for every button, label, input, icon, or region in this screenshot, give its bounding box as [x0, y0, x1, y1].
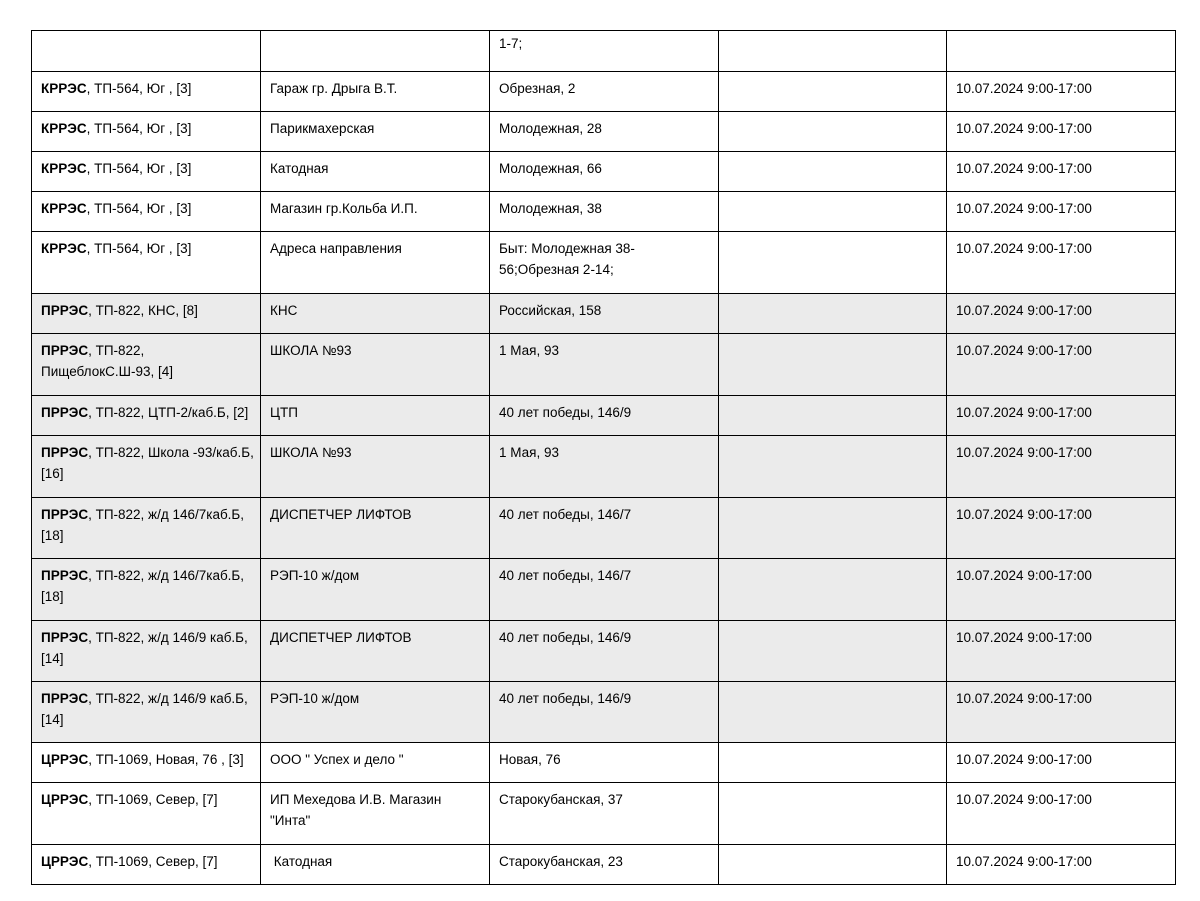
cell-address: 1 Мая, 93: [490, 436, 719, 498]
substation-label: , ТП-822, Школа -93/каб.Б, [16]: [41, 445, 254, 481]
cell-note: [719, 72, 947, 112]
table-row: [32, 621, 1176, 682]
cell-address: Молодежная, 66: [490, 152, 719, 192]
rayon-label: КРРЭС: [41, 161, 87, 176]
cell-location: [32, 152, 261, 192]
cell-note: [719, 436, 947, 498]
cell-address: 40 лет победы, 146/7: [490, 498, 719, 559]
substation-label: , ТП-822, ж/д 146/7каб.Б, [18]: [41, 507, 245, 543]
cell-note: [719, 682, 947, 743]
substation-label: , ТП-1069, Север, [7]: [88, 854, 218, 869]
cell-time: 10.07.2024 9:00-17:00: [947, 845, 1176, 885]
cell-consumer: Магазин гр.Кольба И.П.: [261, 192, 490, 232]
cell-location: [32, 31, 261, 72]
rayon-label: ПРРЭС: [41, 630, 89, 645]
table-row: [32, 498, 1176, 559]
cell-note: [719, 112, 947, 152]
cell-consumer: Гараж гр. Дрыга В.Т.: [261, 72, 490, 112]
cell-time: 10.07.2024 9:00-17:00: [947, 783, 1176, 845]
cell-note: [719, 396, 947, 436]
rayon-label: ЦРРЭС: [41, 854, 89, 869]
table-row: [32, 294, 1176, 334]
cell-address: Быт: Молодежная 38-56;Обрезная 2-14;: [490, 232, 719, 294]
cell-note: [719, 559, 947, 621]
rayon-label: КРРЭС: [41, 201, 87, 216]
rayon-label: ПРРЭС: [41, 445, 89, 460]
rayon-label: ЦРРЭС: [41, 752, 89, 767]
table-row: [32, 845, 1176, 885]
cell-consumer: ШКОЛА №93: [261, 436, 490, 498]
table-row: [32, 192, 1176, 232]
substation-label: , ТП-564, Юг , [3]: [86, 81, 192, 96]
cell-location: [32, 559, 261, 621]
cell-consumer: ДИСПЕТЧЕР ЛИФТОВ: [261, 498, 490, 559]
cell-location: [32, 294, 261, 334]
cell-time: 10.07.2024 9:00-17:00: [947, 232, 1176, 294]
cell-time: 10.07.2024 9:00-17:00: [947, 334, 1176, 396]
cell-address: Старокубанская, 37: [490, 783, 719, 845]
outage-table: [31, 30, 1176, 885]
cell-address: Российская, 158: [490, 294, 719, 334]
substation-label: , ТП-822, ж/д 146/7каб.Б, [18]: [41, 568, 245, 604]
cell-address: Старокубанская, 23: [490, 845, 719, 885]
table-row: [32, 334, 1176, 396]
cell-location: [32, 743, 261, 783]
cell-time: [947, 31, 1176, 72]
cell-consumer: ЦТП: [261, 396, 490, 436]
rayon-label: ЦРРЭС: [41, 792, 89, 807]
rayon-label: КРРЭС: [41, 81, 87, 96]
rayon-label: ПРРЭС: [41, 303, 89, 318]
cell-location: [32, 192, 261, 232]
cell-note: [719, 783, 947, 845]
substation-label: , ТП-1069, Новая, 76 , [3]: [88, 752, 244, 767]
cell-consumer: [261, 31, 490, 72]
cell-consumer: ООО " Успех и дело ": [261, 743, 490, 783]
cell-time: 10.07.2024 9:00-17:00: [947, 192, 1176, 232]
substation-label: , ТП-822, ПищеблокС.Ш-93, [4]: [41, 343, 174, 379]
rayon-label: КРРЭС: [41, 241, 87, 256]
substation-label: , ТП-822, КНС, [8]: [88, 303, 198, 318]
cell-consumer: КНС: [261, 294, 490, 334]
cell-consumer: Парикмахерская: [261, 112, 490, 152]
substation-label: , ТП-564, Юг , [3]: [86, 161, 192, 176]
cell-time: 10.07.2024 9:00-17:00: [947, 152, 1176, 192]
cell-time: 10.07.2024 9:00-17:00: [947, 621, 1176, 682]
cell-consumer: ДИСПЕТЧЕР ЛИФТОВ: [261, 621, 490, 682]
cell-consumer: ШКОЛА №93: [261, 334, 490, 396]
cell-time: 10.07.2024 9:00-17:00: [947, 498, 1176, 559]
cell-address: 40 лет победы, 146/7: [490, 559, 719, 621]
cell-note: [719, 845, 947, 885]
cell-address: Молодежная, 38: [490, 192, 719, 232]
table-row: [32, 783, 1176, 845]
cell-time: 10.07.2024 9:00-17:00: [947, 559, 1176, 621]
substation-label: , ТП-564, Юг , [3]: [86, 241, 192, 256]
substation-label: , ТП-822, ЦТП-2/каб.Б, [2]: [88, 405, 249, 420]
substation-label: , ТП-822, ж/д 146/9 каб.Б, [14]: [41, 691, 248, 727]
cell-address: Новая, 76: [490, 743, 719, 783]
cell-time: 10.07.2024 9:00-17:00: [947, 112, 1176, 152]
cell-consumer: РЭП-10 ж/дом: [261, 682, 490, 743]
cell-note: [719, 294, 947, 334]
table-row: [32, 559, 1176, 621]
cell-address: 1-7;: [490, 31, 719, 72]
rayon-label: КРРЭС: [41, 121, 87, 136]
cell-location: [32, 845, 261, 885]
table-row: [32, 682, 1176, 743]
cell-time: 10.07.2024 9:00-17:00: [947, 396, 1176, 436]
rayon-label: ПРРЭС: [41, 691, 89, 706]
cell-location: [32, 498, 261, 559]
cell-time: 10.07.2024 9:00-17:00: [947, 294, 1176, 334]
cell-address: 40 лет победы, 146/9: [490, 396, 719, 436]
cell-note: [719, 152, 947, 192]
cell-note: [719, 743, 947, 783]
cell-note: [719, 232, 947, 294]
substation-label: , ТП-1069, Север, [7]: [88, 792, 218, 807]
cell-address: 40 лет победы, 146/9: [490, 621, 719, 682]
table-row: [32, 152, 1176, 192]
rayon-label: ПРРЭС: [41, 405, 89, 420]
table-row: [32, 396, 1176, 436]
rayon-label: ПРРЭС: [41, 343, 89, 358]
cell-location: [32, 72, 261, 112]
cell-location: [32, 232, 261, 294]
cell-time: 10.07.2024 9:00-17:00: [947, 72, 1176, 112]
cell-address: 40 лет победы, 146/9: [490, 682, 719, 743]
rayon-label: ПРРЭС: [41, 507, 89, 522]
cell-time: 10.07.2024 9:00-17:00: [947, 682, 1176, 743]
cell-note: [719, 334, 947, 396]
rayon-label: ПРРЭС: [41, 568, 89, 583]
table-row: [32, 743, 1176, 783]
cell-consumer: Адреса направления: [261, 232, 490, 294]
cell-address: 1 Мая, 93: [490, 334, 719, 396]
cell-address: Обрезная, 2: [490, 72, 719, 112]
cell-location: [32, 783, 261, 845]
cell-location: [32, 682, 261, 743]
cell-location: [32, 436, 261, 498]
cell-location: [32, 112, 261, 152]
cell-time: 10.07.2024 9:00-17:00: [947, 436, 1176, 498]
cell-consumer: Катодная: [261, 845, 490, 885]
substation-label: , ТП-822, ж/д 146/9 каб.Б, [14]: [41, 630, 248, 666]
cell-location: [32, 621, 261, 682]
table-row-continuation: [32, 31, 1176, 72]
table-row: [32, 436, 1176, 498]
substation-label: , ТП-564, Юг , [3]: [86, 201, 192, 216]
cell-note: [719, 621, 947, 682]
cell-time: 10.07.2024 9:00-17:00: [947, 743, 1176, 783]
cell-location: [32, 396, 261, 436]
cell-address: Молодежная, 28: [490, 112, 719, 152]
table-row: [32, 232, 1176, 294]
cell-note: [719, 498, 947, 559]
table-row: [32, 72, 1176, 112]
cell-consumer: ИП Мехедова И.В. Магазин "Инта": [261, 783, 490, 845]
cell-note: [719, 192, 947, 232]
cell-consumer: Катодная: [261, 152, 490, 192]
substation-label: , ТП-564, Юг , [3]: [86, 121, 192, 136]
cell-note: [719, 31, 947, 72]
cell-consumer: РЭП-10 ж/дом: [261, 559, 490, 621]
cell-location: [32, 334, 261, 396]
table-row: [32, 112, 1176, 152]
